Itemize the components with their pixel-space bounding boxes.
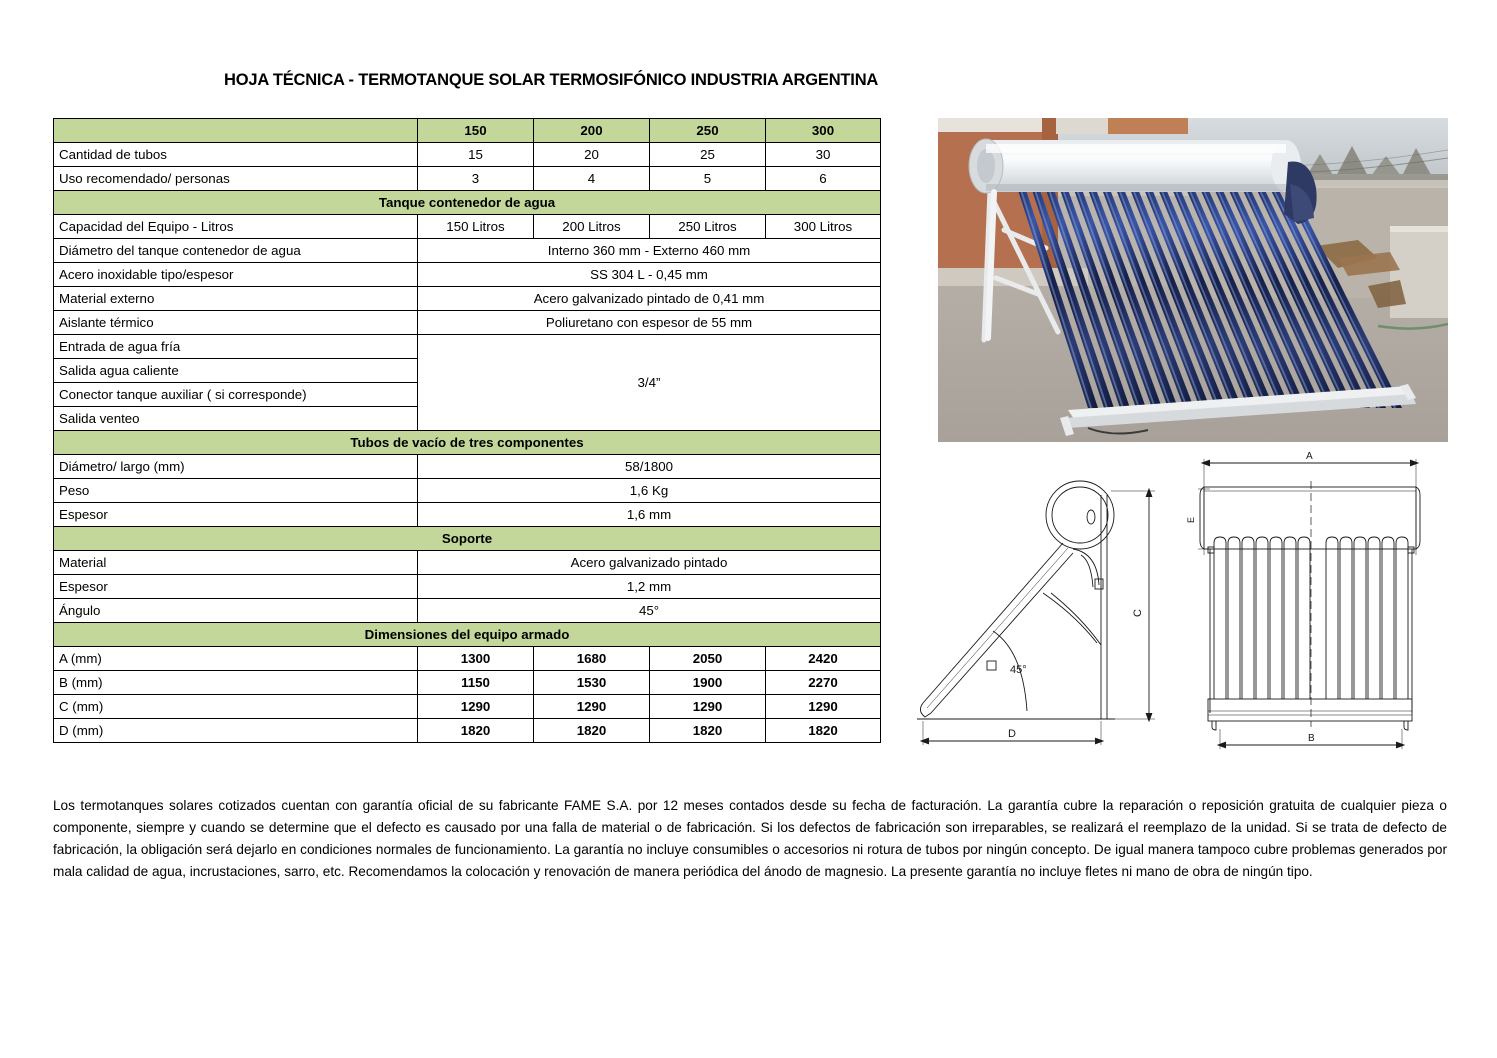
cell-cantidad-tubos-250: 25 — [650, 143, 766, 167]
table-row — [54, 575, 881, 599]
table-row — [54, 215, 881, 239]
cell-capacidad-200: 200 Litros — [534, 215, 650, 239]
dimension-label-b: B — [1308, 733, 1315, 744]
row-label-material-soporte: Material — [54, 551, 418, 575]
row-label-uso-recomendado: Uso recomendado/ personas — [54, 167, 418, 191]
row-label-diametro-tanque: Diámetro del tanque contenedor de agua — [54, 239, 418, 263]
cell-dim-b-150: 1150 — [418, 671, 534, 695]
table-row — [54, 719, 881, 743]
cell-dim-c-300: 1290 — [766, 695, 881, 719]
cell-dim-c-200: 1290 — [534, 695, 650, 719]
table-row — [54, 479, 881, 503]
table-row-model-header — [54, 119, 881, 143]
cell-cantidad-tubos-150: 15 — [418, 143, 534, 167]
cell-aislante-termico-value: Poliuretano con espesor de 55 mm — [418, 311, 881, 335]
row-label-diametro-largo: Diámetro/ largo (mm) — [54, 455, 418, 479]
row-label-acero-inoxidable: Acero inoxidable tipo/espesor — [54, 263, 418, 287]
section-header-tanque: Tanque contenedor de agua — [54, 191, 881, 215]
table-row — [54, 551, 881, 575]
cell-dim-a-250: 2050 — [650, 647, 766, 671]
table-row — [54, 647, 881, 671]
technical-drawing-side-view — [905, 445, 1185, 765]
table-row-section-header — [54, 623, 881, 647]
cell-capacidad-150: 150 Litros — [418, 215, 534, 239]
row-label-material-externo: Material externo — [54, 287, 418, 311]
section-header-tubos: Tubos de vacío de tres componentes — [54, 431, 881, 455]
row-label-dim-d: D (mm) — [54, 719, 418, 743]
table-row — [54, 335, 881, 359]
cell-material-externo-value: Acero galvanizado pintado de 0,41 mm — [418, 287, 881, 311]
cell-dim-c-250: 1290 — [650, 695, 766, 719]
cell-uso-250: 5 — [650, 167, 766, 191]
cell-dim-c-150: 1290 — [418, 695, 534, 719]
cell-cantidad-tubos-200: 20 — [534, 143, 650, 167]
cell-espesor-tubo-value: 1,6 mm — [418, 503, 881, 527]
cell-uso-150: 3 — [418, 167, 534, 191]
row-label-angulo: Ángulo — [54, 599, 418, 623]
row-label-espesor-soporte: Espesor — [54, 575, 418, 599]
cell-capacidad-300: 300 Litros — [766, 215, 881, 239]
cell-conexiones-medida: 3/4” — [418, 335, 881, 431]
dimension-label-e: E — [1186, 516, 1196, 523]
row-label-peso: Peso — [54, 479, 418, 503]
row-label-espesor-tubo: Espesor — [54, 503, 418, 527]
cell-uso-200: 4 — [534, 167, 650, 191]
row-label-dim-c: C (mm) — [54, 695, 418, 719]
table-row — [54, 503, 881, 527]
cell-dim-b-300: 2270 — [766, 671, 881, 695]
cell-peso-value: 1,6 Kg — [418, 479, 881, 503]
product-photo — [938, 118, 1448, 442]
row-label-capacidad: Capacidad del Equipo - Litros — [54, 215, 418, 239]
cell-dim-d-200: 1820 — [534, 719, 650, 743]
section-header-dimensiones: Dimensiones del equipo armado — [54, 623, 881, 647]
row-label-entrada-agua-fria: Entrada de agua fría — [54, 335, 418, 359]
cell-dim-d-150: 1820 — [418, 719, 534, 743]
cell-diametro-largo-value: 58/1800 — [418, 455, 881, 479]
cell-angulo-value: 45° — [418, 599, 881, 623]
cell-dim-b-200: 1530 — [534, 671, 650, 695]
header-model-200: 200 — [534, 119, 650, 143]
table-row-section-header — [54, 191, 881, 215]
table-row-section-header — [54, 431, 881, 455]
row-label-cantidad-tubos: Cantidad de tubos — [54, 143, 418, 167]
cell-dim-d-300: 1820 — [766, 719, 881, 743]
cell-acero-inoxidable-value: SS 304 L - 0,45 mm — [418, 263, 881, 287]
header-blank-cell — [54, 119, 418, 143]
table-row — [54, 455, 881, 479]
cell-uso-300: 6 — [766, 167, 881, 191]
row-label-dim-b: B (mm) — [54, 671, 418, 695]
row-label-salida-venteo: Salida venteo — [54, 407, 418, 431]
row-label-dim-a: A (mm) — [54, 647, 418, 671]
table-row — [54, 287, 881, 311]
dimension-label-d: D — [1008, 728, 1016, 740]
dimension-label-a: A — [1306, 451, 1313, 462]
table-row — [54, 671, 881, 695]
cell-cantidad-tubos-300: 30 — [766, 143, 881, 167]
cell-material-soporte-value: Acero galvanizado pintado — [418, 551, 881, 575]
table-row — [54, 263, 881, 287]
cell-dim-b-250: 1900 — [650, 671, 766, 695]
table-row — [54, 695, 881, 719]
table-row — [54, 239, 881, 263]
technical-drawing-front-view — [1180, 445, 1465, 765]
cell-capacidad-250: 250 Litros — [650, 215, 766, 239]
table-row-section-header — [54, 527, 881, 551]
table-row — [54, 599, 881, 623]
cell-diametro-tanque-value: Interno 360 mm - Externo 460 mm — [418, 239, 881, 263]
angle-label: 45° — [1010, 664, 1027, 676]
page-title: HOJA TÉCNICA - TERMOTANQUE SOLAR TERMOSIFÓNICO INDUSTRIA ARGENTINA — [224, 71, 879, 89]
cell-dim-a-300: 2420 — [766, 647, 881, 671]
cell-dim-d-250: 1820 — [650, 719, 766, 743]
cell-espesor-soporte-value: 1,2 mm — [418, 575, 881, 599]
table-row — [54, 143, 881, 167]
header-model-300: 300 — [766, 119, 881, 143]
row-label-conector-tanque-auxiliar: Conector tanque auxiliar ( si corresponde) — [54, 383, 418, 407]
header-model-250: 250 — [650, 119, 766, 143]
table-row — [54, 311, 881, 335]
warranty-paragraph: Los termotanques solares cotizados cuentan con garantía oficial de su fabricante FAME S.A. por 12 meses contados desde su fecha de facturación. La garantía cubre la reparación o reposición gratuita de cualquier pieza o componente, siempre y cuando se determine que el defecto es causado por una falla de material o de fabricación. Si los defectos de fabricación son irreparables, se realizará el reemplazo de la unidad. Si se trata de defecto de fabricación, la obligación será dejarlo en condiciones normales de funcionamiento. La garantía no incluye consumibles o accesorios ni rotura de tubos por ningún concepto. De igual manera tampoco cubre problemas generados por mala calidad de agua, incrustaciones, sarro, etc. Recomendamos la colocación y renovación de manera periódica del ánodo de magnesio. La presente garantía no incluye fletes ni mano de obra de ningún tipo. — [53, 798, 1447, 880]
row-label-salida-agua-caliente: Salida agua caliente — [54, 359, 418, 383]
cell-dim-a-200: 1680 — [534, 647, 650, 671]
header-model-150: 150 — [418, 119, 534, 143]
table-row — [54, 167, 881, 191]
row-label-aislante-termico: Aislante térmico — [54, 311, 418, 335]
specifications-table — [53, 118, 881, 743]
dimension-label-c: C — [1132, 609, 1144, 617]
cell-dim-a-150: 1300 — [418, 647, 534, 671]
section-header-soporte: Soporte — [54, 527, 881, 551]
